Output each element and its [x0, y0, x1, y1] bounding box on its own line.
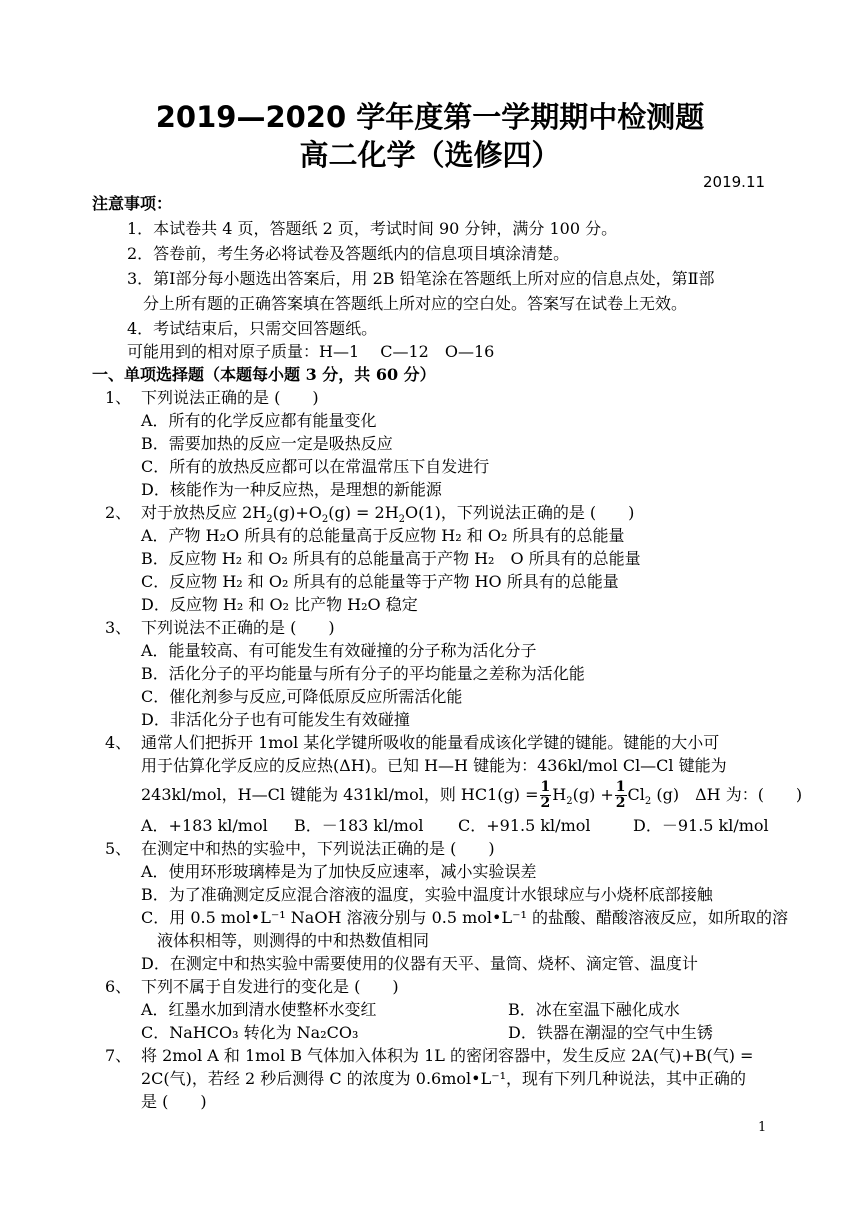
answer-option: C．反应物 H₂ 和 O₂ 所具有的总能量等于产物 HO 所具有的总能量: [141, 572, 619, 591]
answer-option: B．活化分子的平均能量与所有分子的平均能量之差称为活化能: [141, 664, 585, 683]
note-item: 1．本试卷共 4 页，答题纸 2 页，考试时间 90 分钟，满分 100 分。: [127, 219, 618, 238]
question-stem: 将 2mol A 和 1mol B 气体加入体积为 1L 的密闭容器中，发生反应 2A(气)+B(气) =: [141, 1046, 754, 1065]
note-item: 2．答卷前，考生务必将试卷及答题纸内的信息项目填涂清楚。: [127, 244, 570, 263]
answer-option-continued: 液体积相等，则测得的中和热数值相同: [157, 931, 430, 950]
notes-heading: 注意事项：: [92, 194, 173, 213]
answer-option: C．催化剂参与反应,可降低原反应所需活化能: [141, 687, 463, 706]
section-heading: 一、单项选择题（本题每小题 3 分，共 60 分）: [92, 365, 436, 384]
exam-date: 2019.11: [703, 173, 766, 191]
answer-option: C．所有的放热反应都可以在常温常压下自发进行: [141, 457, 490, 476]
question-stem: 下列不属于自发进行的变化是 ( ): [141, 977, 399, 996]
question-number: 1、: [105, 388, 132, 407]
question-stem: 在测定中和热的实验中，下列说法正确的是 ( ): [141, 839, 495, 858]
answer-option: D．非活化分子也有可能发生有效碰撞: [141, 710, 410, 729]
answer-option: A．所有的化学反应都有能量变化: [141, 411, 377, 430]
note-item: 分上所有题的正确答案填在答题纸上所对应的空白处。答案写在试卷上无效。: [143, 294, 688, 313]
answer-option: B．需要加热的反应一定是吸热反应: [141, 434, 393, 453]
atomic-mass-note: 可能用到的相对原子质量：H—1 C—12 O—16: [127, 342, 495, 361]
question-stem: 用于估算化学反应的反应热(ΔH)。已知 H—H 键能为：436kl/mol Cl—Cl 键能为: [141, 756, 727, 775]
answer-option: B．反应物 H₂ 和 O₂ 所具有的总能量高于产物 H₂ O 所具有的总能量: [141, 549, 641, 568]
exam-subtitle: 高二化学（选修四）: [299, 138, 561, 172]
answer-option: D．铁器在潮湿的空气中生锈: [508, 1023, 713, 1042]
question-stem: 通常人们把拆开 1mol 某化学键所吸收的能量看成该化学键的键能。键能的大小可: [141, 733, 720, 752]
answer-option: A．红墨水加到清水使整杯水变红: [141, 1000, 377, 1019]
question-number: 7、: [105, 1046, 132, 1065]
answer-option: D．在测定中和热实验中需要使用的仪器有天平、量筒、烧杯、滴定管、温度计: [141, 954, 698, 973]
question-number: 5、: [105, 839, 132, 858]
answer-option: D．反应物 H₂ 和 O₂ 比产物 H₂O 稳定: [141, 595, 418, 614]
fraction-half: $\frac{1}{2}$: [615, 779, 626, 811]
question-number: 4、: [105, 733, 132, 752]
answer-option: A．使用环形玻璃棒是为了加快反应速率，减小实验误差: [141, 862, 537, 881]
answer-option: D．核能作为一种反应热，是理想的新能源: [141, 480, 442, 499]
answer-option: B．－183 kl/mol: [294, 816, 424, 835]
question-number: 3、: [105, 618, 132, 637]
answer-option: A．能量较高、有可能发生有效碰撞的分子称为活化分子: [141, 641, 537, 660]
fraction-half: $\frac{1}{2}$: [540, 779, 551, 811]
answer-option: B．冰在室温下融化成水: [508, 1000, 680, 1019]
question-number: 2、: [105, 503, 132, 522]
question-stem: 2C(气)，若经 2 秒后测得 C 的浓度为 0.6mol•L⁻¹，现有下列几种说法，其中正确的: [141, 1069, 747, 1088]
answer-option: A．+183 kl/mol: [141, 816, 268, 835]
answer-option: C．+91.5 kl/mol: [458, 816, 591, 835]
answer-option: C．用 0.5 mol•L⁻¹ NaOH 溶液分别与 0.5 mol•L⁻¹ 的盐酸、醋酸溶液反应，如所取的溶: [141, 908, 789, 927]
question-equation: 243kl/mol，H—Cl 键能为 431kl/mol，则 HC1(g) = $\frac{1}{2}$ $H_2(g)$ + $\frac{1}{2}$ $Cl_2$ (g) ΔH 为：( ): [141, 779, 803, 811]
question-number: 6、: [105, 977, 132, 996]
answer-option: D．－91.5 kl/mol: [633, 816, 769, 835]
question-stem: 下列说法不正确的是 ( ): [141, 618, 335, 637]
answer-option: A．产物 H₂O 所具有的总能量高于反应物 H₂ 和 O₂ 所具有的总能量: [141, 526, 625, 545]
answer-option: C．NaHCO₃ 转化为 Na₂CO₃: [141, 1023, 359, 1042]
answer-option: B．为了准确测定反应混合溶液的温度，实验中温度计水银球应与小烧杯底部接触: [141, 885, 713, 904]
note-item: 4．考试结束后，只需交回答题纸。: [127, 319, 378, 338]
question-stem: 下列说法正确的是 ( ): [141, 388, 319, 407]
note-item: 3．第Ⅰ部分每小题选出答案后，用 2B 铅笔涂在答题纸上所对应的信息点处，第Ⅱ部: [127, 269, 715, 288]
page-number: 1: [758, 1120, 767, 1135]
question-stem: 对于放热反应 $2H_2(g)+O_2(g) = 2H_2O(1)$，下列说法正确的是 ( ): [141, 503, 635, 526]
exam-title: 2019—2020 学年度第一学期期中检测题: [155, 100, 705, 134]
question-stem: 是 ( ): [141, 1092, 207, 1111]
